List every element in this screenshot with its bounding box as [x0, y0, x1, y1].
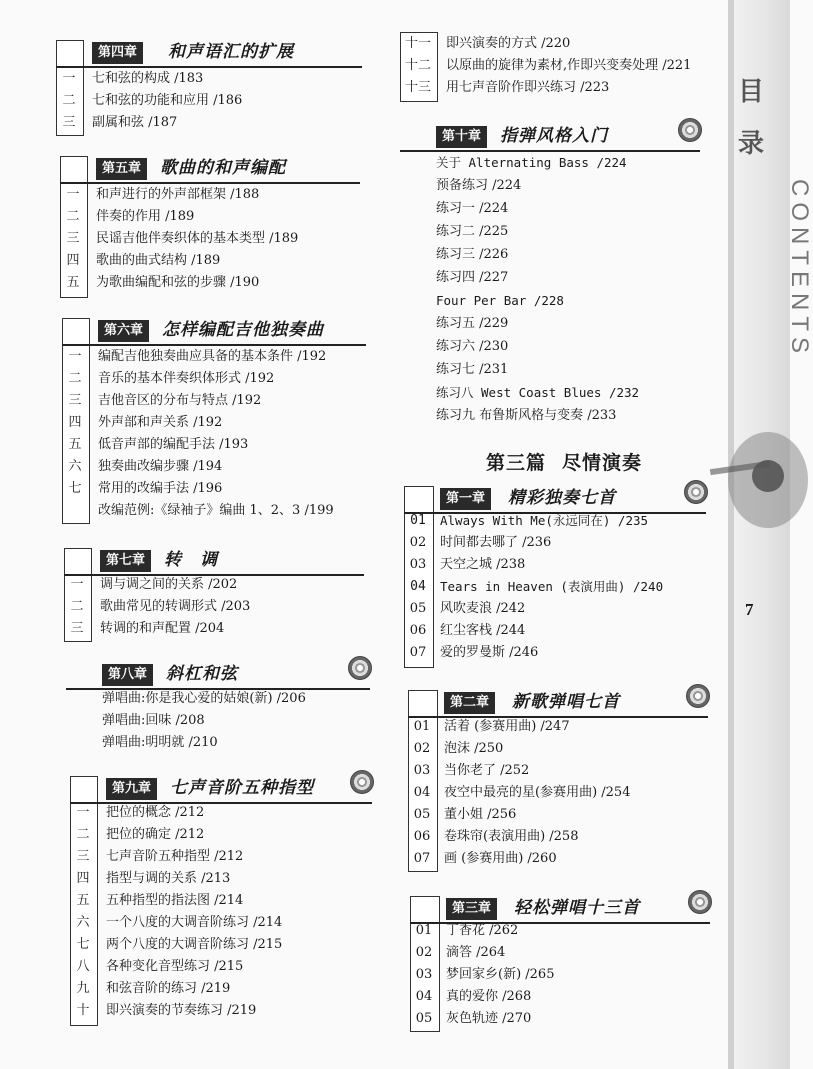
chapter-4: 第四章 和声语汇的扩展 一 七和弦的构成 /183 二 七和弦的功能和应用 /186 三 副属和弦 /187 — [56, 40, 362, 68]
chapter-header — [62, 318, 366, 346]
chapter-header — [408, 690, 708, 718]
contents-label: CONTENTS — [786, 179, 813, 359]
chapter-tag: 第十章 — [436, 126, 487, 148]
chapter-tag: 第三章 — [446, 898, 497, 920]
part3-chapter-1: 第一章 精彩独奏七首 01 Always With Me(永远同在) /235 02 时间都去哪了 /236 03 天空之城 /238 04 Tears in Heaven (表演用曲) /240 05 风吹麦浪 /242 06 红尘客栈 /244 07 爱的罗曼斯 /246 — [404, 486, 706, 514]
chapter-tag: 第八章 — [102, 664, 153, 686]
cd-icon — [686, 684, 710, 708]
chapter-title: 轻松弹唱十三首 — [514, 898, 640, 918]
chapter-title: 指弹风格入门 — [500, 126, 608, 146]
chapter-tag: 第四章 — [92, 42, 143, 64]
cd-icon — [678, 118, 702, 142]
chapter-header — [64, 548, 364, 576]
chapter-title: 斜杠和弦 — [166, 664, 238, 684]
chapter-8: 第八章 斜杠和弦 弹唱曲:你是我心爱的姑娘(新) /206 弹唱曲:回味 /208 弹唱曲:明明就 /210 — [66, 662, 370, 690]
chapter-tag: 第六章 — [98, 320, 149, 342]
chapter-header — [60, 156, 360, 184]
part-number: 第三篇 — [486, 452, 547, 474]
page-number: 7 — [745, 600, 754, 619]
part-name: 尽情演奏 — [562, 452, 643, 474]
cd-icon — [348, 656, 372, 680]
chapter-tag: 第九章 — [106, 778, 157, 800]
chapter-5: 第五章 歌曲的和声编配 一 和声进行的外声部框架 /188 二 伴奏的作用 /189 三 民谣吉他伴奏织体的基本类型 /189 四 歌曲的曲式结构 /189 五 为歌曲编配和弦的步骤 /190 — [60, 156, 360, 184]
part3-chapter-3: 第三章 轻松弹唱十三首 01 丁香花 /262 02 滴答 /264 03 梦回家乡(新) /265 04 真的爱你 /268 05 灰色轨迹 /270 — [410, 896, 710, 924]
mulu-title — [736, 66, 766, 170]
chapter-header — [400, 124, 700, 152]
chapter-title: 转 调 — [164, 550, 218, 570]
chapter-tag: 第七章 — [100, 550, 151, 572]
cd-icon — [684, 480, 708, 504]
chapter-header — [56, 40, 362, 68]
chapter-title: 歌曲的和声编配 — [160, 158, 286, 178]
chapter-tag: 第五章 — [96, 158, 147, 180]
chapter-tag: 第一章 — [440, 488, 491, 510]
chapter-title: 七声音阶五种指型 — [170, 778, 314, 798]
chapter-10: 第十章 指弹风格入门 关于 Alternating Bass /224 预备练习 /224 练习一 /224 练习二 /225 练习三 /226 练习四 /227 Four Per Bar /228 练习五 /229 练习六 /230 练习七 /231 练习八 West Coast Blues /232 练习九 布鲁斯风格与变奏 /233 — [400, 124, 700, 152]
chapter-tag: 第二章 — [444, 692, 495, 714]
chapter-header — [70, 776, 372, 804]
guitar-illustration — [700, 410, 790, 560]
chapter-title: 怎样编配吉他独奏曲 — [162, 320, 324, 340]
chapter-9: 第九章 七声音阶五种指型 一 把位的概念 /212 二 把位的确定 /212 三 七声音阶五种指型 /212 四 指型与调的关系 /213 五 五种指型的指法图 /214 六 一个八度的大调音阶练习 /214 七 两个八度的大调音阶练习 /215 八 各种变化音型练习 /215 九 和弦音阶的练习 /219 十 即兴演奏的节奏练习 /219 — [70, 776, 372, 804]
chapter-header — [66, 662, 370, 690]
chapter-7: 第七章 转 调 一 调与调之间的关系 /202 二 歌曲常见的转调形式 /203 三 转调的和声配置 /204 — [64, 548, 364, 576]
chapter-6: 第六章 怎样编配吉他独奏曲 一 编配吉他独奏曲应具备的基本条件 /192 二 音乐的基本伴奏织体形式 /192 三 吉他音区的分布与特点 /192 四 外声部和声关系 /192 五 低音声部的编配手法 /193 六 独奏曲改编步骤 /194 七 常用的改编手法 /196 改编范例:《绿袖子》编曲 1、2、3 /199 — [62, 318, 366, 346]
chapter-title: 新歌弹唱七首 — [512, 692, 620, 712]
chapter-title: 和声语汇的扩展 — [168, 42, 294, 62]
mulu-char-1: 目 — [737, 77, 764, 107]
part3-chapter-2: 第二章 新歌弹唱七首 01 活着 (参赛用曲) /247 02 泡沫 /250 03 当你老了 /252 04 夜空中最亮的星(参赛用曲) /254 05 董小姐 /256 06 卷珠帘(表演用曲) /258 07 画 (参赛用曲) /260 — [408, 690, 708, 718]
mulu-char-2: 录 — [737, 129, 764, 159]
chapter-title: 精彩独奏七首 — [508, 488, 616, 508]
part-title — [486, 448, 642, 475]
cd-icon — [688, 890, 712, 914]
cd-icon — [350, 770, 374, 794]
